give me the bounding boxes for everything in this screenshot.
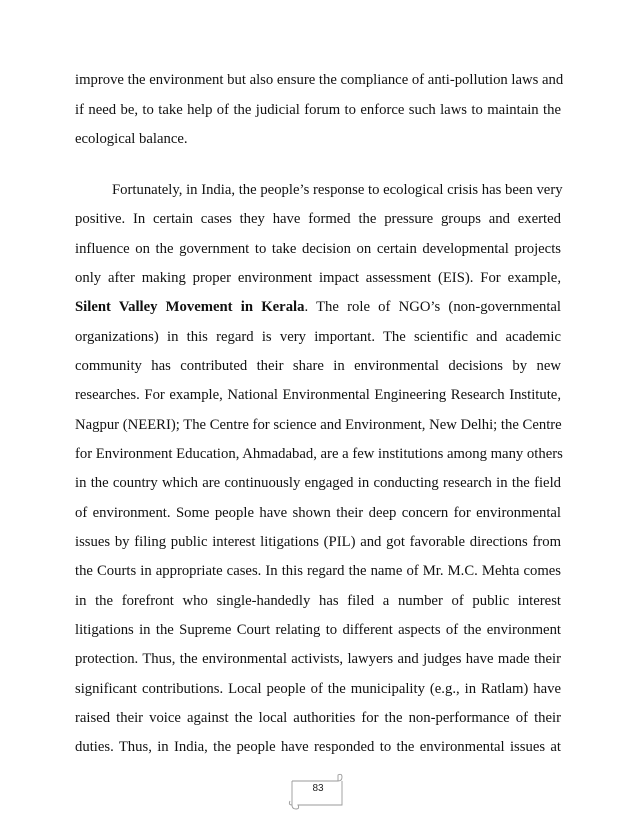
paragraph-line: litigations in the Supreme Court relating to different aspects of the environment <box>75 622 561 638</box>
paragraph-line: organizations) in this regard is very important. The scientific and academic <box>75 329 561 345</box>
paragraph-line: ecological balance. <box>75 131 188 147</box>
silent-valley-movement-bold: Silent Valley Movement in Kerala <box>75 299 305 315</box>
paragraph-line: only after making proper environment impact assessment (EIS). For example, <box>75 270 561 286</box>
paragraph-line: issues by filing public interest litigations (PIL) and got favorable directions from <box>75 534 561 550</box>
paragraph-line: protection. Thus, the environmental activists, lawyers and judges have made their <box>75 651 561 667</box>
paragraph-line: community has contributed their share in environmental decisions by new <box>75 358 561 374</box>
page-number: 83 <box>312 783 324 794</box>
page-number-scroll <box>288 771 346 811</box>
paragraph-line: in the forefront who single-handedly has filed a number of public interest <box>75 593 561 609</box>
paragraph-line: for Environment Education, Ahmadabad, are a few institutions among many others <box>75 446 563 462</box>
paragraph-line: Nagpur (NEERI); The Centre for science and Environment, New Delhi; the Centre <box>75 417 562 433</box>
paragraph-line: improve the environment but also ensure the compliance of anti-pollution laws and <box>75 72 564 88</box>
paragraph-line: duties. Thus, in India, the people have responded to the environmental issues at <box>75 739 561 755</box>
paragraph-line: raised their voice against the local authorities for the non-performance of their <box>75 710 561 726</box>
paragraph-line: significant contributions. Local people of the municipality (e.g., in Ratlam) have <box>75 681 561 697</box>
paragraph-line: influence on the government to take decision on certain developmental projects <box>75 241 561 257</box>
paragraph-line: positive. In certain cases they have formed the pressure groups and exerted <box>75 211 561 227</box>
paragraph-line: if need be, to take help of the judicial forum to enforce such laws to maintain the <box>75 102 561 118</box>
paragraph-line-silent-valley <box>75 298 561 316</box>
paragraph-line: the Courts in appropriate cases. In this regard the name of Mr. M.C. Mehta comes <box>75 563 561 579</box>
paragraph-line: researches. For example, National Environmental Engineering Research Institute, <box>75 387 561 403</box>
silent-valley-line-rest: . The role of NGO’s (non-governmental <box>304 299 561 315</box>
paragraph-line: Fortunately, in India, the people’s response to ecological crisis has been very <box>112 182 563 198</box>
paragraph-line: of environment. Some people have shown their deep concern for environmental <box>75 505 561 521</box>
paragraph-line: in the country which are continuously engaged in conducting research in the field <box>75 475 561 491</box>
